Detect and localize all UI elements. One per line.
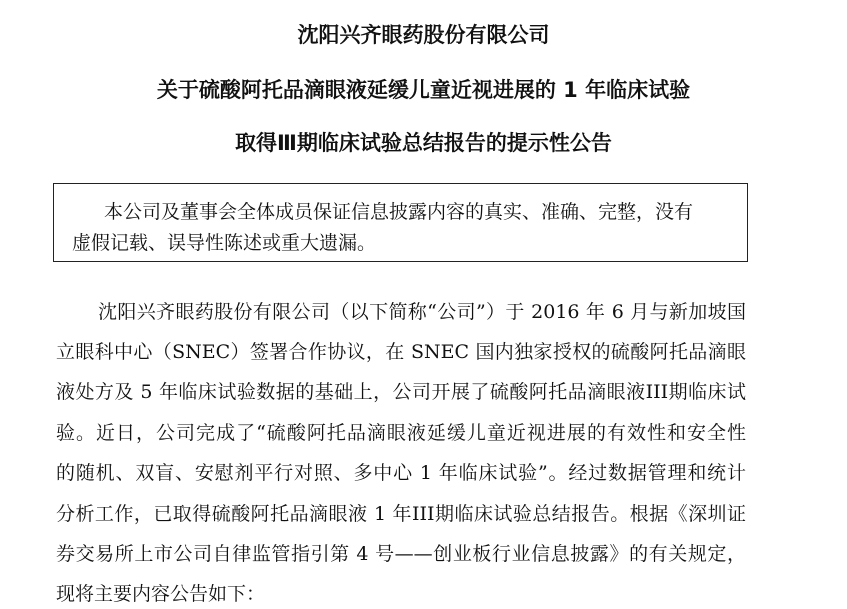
body-line: 券交易所上市公司自律监管指引第 4 号——创业板行业信息披露》的有关规定， xyxy=(56,543,746,565)
body-line: 立眼科中心（SNEC）签署合作协议，在 SNEC 国内独家授权的硫酸阿托品滴眼 xyxy=(56,341,746,363)
announcement-title-line-1: 关于硫酸阿托品滴眼液延缓儿童近视进展的 1 年临床试验 xyxy=(156,78,691,102)
body-line: 现将主要内容公告如下： xyxy=(56,583,266,605)
body-line: 液处方及 5 年临床试验数据的基础上，公司开展了硫酸阿托品滴眼液III期临床试 xyxy=(56,381,746,403)
body-line: 分析工作，已取得硫酸阿托品滴眼液 1 年III期临床试验总结报告。根据《深圳证 xyxy=(56,503,746,525)
company-title: 沈阳兴齐眼药股份有限公司 xyxy=(297,23,550,47)
body-line: 的随机、双盲、安慰剂平行对照、多中心 1 年临床试验”。经过数据管理和统计 xyxy=(56,462,746,484)
disclosure-line: 本公司及董事会全体成员保证信息披露内容的真实、准确、完整，没有 xyxy=(104,201,694,223)
disclosure-statement-box xyxy=(53,183,748,262)
announcement-title-line-2: 取得Ⅲ期临床试验总结报告的提示性公告 xyxy=(235,131,612,155)
body-line: 验。近日，公司完成了“硫酸阿托品滴眼液延缓儿童近视进展的有效性和安全性 xyxy=(56,422,746,444)
disclosure-line: 虚假记载、误导性陈述或重大遗漏。 xyxy=(72,232,377,254)
body-line: 沈阳兴齐眼药股份有限公司（以下简称“公司”）于 2016 年 6 月与新加坡国 xyxy=(98,301,746,323)
